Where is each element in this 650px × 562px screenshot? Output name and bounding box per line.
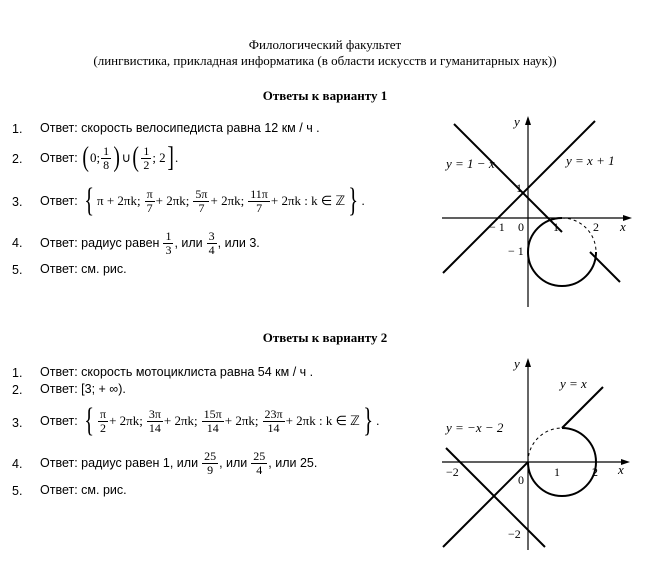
v2-tick-neg2-y: −2 <box>508 527 521 541</box>
v2-a4-frac1: $\frac{25}{9}$ <box>204 448 217 477</box>
v1-tick-one-x: 1 <box>553 220 559 234</box>
v1-answer1-number: 1. <box>12 122 23 136</box>
v1-a4-frac1: $\frac{1}{3}$ <box>165 228 172 257</box>
v1-a2-frac2: $\frac{1}{2}$ <box>143 143 150 172</box>
v2-line-yx-upper <box>562 387 603 428</box>
v2-answer4 <box>40 446 317 480</box>
v1-a4-mid: , или <box>174 236 203 250</box>
v2-circle-dashed <box>528 428 562 462</box>
v2-answer3: Ответ: { $\frac{\pi}{2}$ + 2πk; $\frac{3\pi}{14}$ + 2πk; $\frac{15\pi}{14}$ + 2πk; $\frac{23\pi}{14}$ + 2πk : k ∈ ℤ } . <box>40 402 380 439</box>
v2-a3-t4: + 2πk : k ∈ ℤ <box>285 413 360 428</box>
v1-a4-frac2: $\frac{3}{4}$ <box>208 228 215 257</box>
v1-a2-union: ∪ <box>121 150 131 165</box>
v1-y-label: y <box>514 114 520 129</box>
v1-a3-t2: + 2πk; <box>155 193 190 208</box>
v2-answer3-label: Ответ: <box>40 414 78 428</box>
v2-answer5: Ответ: см. рис. <box>40 483 127 497</box>
v2-answer4-label: Ответ: радиус равен 1, или <box>40 456 199 470</box>
v2-label-right: y = x <box>560 376 587 391</box>
v1-a3-t1: π + 2πk; <box>97 193 141 208</box>
v1-answer1: Ответ: скорость велосипедиста равна 12 км / ч . <box>40 121 320 135</box>
v2-x-label: x <box>618 462 624 477</box>
v1-tick-neg1-y: − 1 <box>508 244 524 258</box>
v2-line-neg <box>446 448 545 547</box>
v1-tick-two: 2 <box>593 220 599 234</box>
v1-x-label: x <box>620 219 626 234</box>
v1-y-arrow <box>525 116 531 125</box>
v1-tick-neg1: − 1 <box>489 220 505 234</box>
v1-a2-frac1: $\frac{1}{8}$ <box>103 143 110 172</box>
v1-a3-frac1: $\frac{\pi}{7}$ <box>146 186 153 215</box>
v2-tick-two: 2 <box>592 465 598 479</box>
v1-answer3: Ответ: { π + 2πk; $\frac{\pi}{7}$ + 2πk; $\frac{5\pi}{7}$ + 2πk; $\frac{11\pi}{7}$ + 2πk : k ∈ ℤ } . <box>40 182 365 219</box>
v2-graph <box>440 352 640 552</box>
v2-answer4-number: 4. <box>12 457 23 471</box>
v2-label-left: y = −x − 2 <box>446 420 504 435</box>
v2-a4-end: , или 25. <box>268 456 318 470</box>
v2-y-label: y <box>514 356 520 371</box>
v1-answer4 <box>40 226 260 260</box>
v2-a4-mid: , или <box>219 456 248 470</box>
v1-a2-p1: 0; <box>90 150 101 165</box>
v2-a3-frac2: $\frac{3\pi}{14}$ <box>148 406 161 435</box>
v2-a3-frac1: $\frac{\pi}{2}$ <box>100 406 107 435</box>
faculty-title: Филологический факультет <box>248 37 402 52</box>
v1-a3-t3: + 2πk; <box>210 193 245 208</box>
v2-a4-frac2: $\frac{25}{4}$ <box>253 448 266 477</box>
v1-answer2-number: 2. <box>12 152 23 166</box>
v1-graph <box>440 112 640 312</box>
variant2-title: Ответы к варианту 2 <box>262 330 388 345</box>
v1-line-left <box>454 124 562 232</box>
v1-answer5: Ответ: см. рис. <box>40 262 127 276</box>
v2-answer3-number: 3. <box>12 416 23 430</box>
faculty-subtitle: (лингвистика, прикладная информатика (в области искусств и гуманитарных наук)) <box>93 53 557 68</box>
v2-tick-one-x: 1 <box>554 465 560 479</box>
v1-a4-end: , или 3. <box>217 236 260 250</box>
v1-tick-zero: 0 <box>518 220 524 234</box>
v1-answer4-label: Ответ: радиус равен <box>40 236 160 250</box>
v2-a3-frac4: $\frac{23\pi}{14}$ <box>264 406 283 435</box>
v1-tick-one-y: 1 <box>516 181 522 195</box>
v1-label-left: y = 1 − x <box>446 156 495 171</box>
v2-answer2: Ответ: [3; + ∞). <box>40 382 126 396</box>
v1-label-right: y = x + 1 <box>566 153 615 168</box>
v2-a3-t3: + 2πk; <box>224 413 259 428</box>
v2-answer1-number: 1. <box>12 366 23 380</box>
v1-answer2: Ответ: ( 0; $\frac{1}{8}$ ) ∪ ( $\frac{1}{2}$ ; 2 ] . <box>40 142 179 173</box>
v1-line-left-tail <box>590 252 620 282</box>
v2-a3-t2: + 2πk; <box>163 413 198 428</box>
v1-answer4-number: 4. <box>12 236 23 250</box>
v1-a3-frac3: $\frac{11\pi}{7}$ <box>250 186 268 215</box>
v1-answer5-number: 5. <box>12 263 23 277</box>
v2-tick-neg2: −2 <box>446 465 459 479</box>
v2-answer1: Ответ: скорость мотоциклиста равна 54 км / ч . <box>40 365 314 379</box>
v1-a3-frac2: $\frac{5\pi}{7}$ <box>195 186 208 215</box>
v1-circle-dashed <box>562 218 596 252</box>
v1-answer2-label: Ответ: <box>40 151 78 165</box>
v2-a3-t1: + 2πk; <box>109 413 143 428</box>
variant1-title: Ответы к варианту 1 <box>262 88 388 103</box>
v2-answer5-number: 5. <box>12 484 23 498</box>
v2-y-arrow <box>525 358 531 367</box>
v2-tick-zero: 0 <box>518 473 524 487</box>
v1-answer3-number: 3. <box>12 195 23 209</box>
v1-a2-p2: ; 2 <box>152 150 166 165</box>
v1-answer3-label: Ответ: <box>40 194 78 208</box>
v2-a3-frac3: $\frac{15\pi}{14}$ <box>203 406 222 435</box>
v1-a3-t4: + 2πk : k ∈ ℤ <box>270 193 346 208</box>
v2-answer2-number: 2. <box>12 383 23 397</box>
